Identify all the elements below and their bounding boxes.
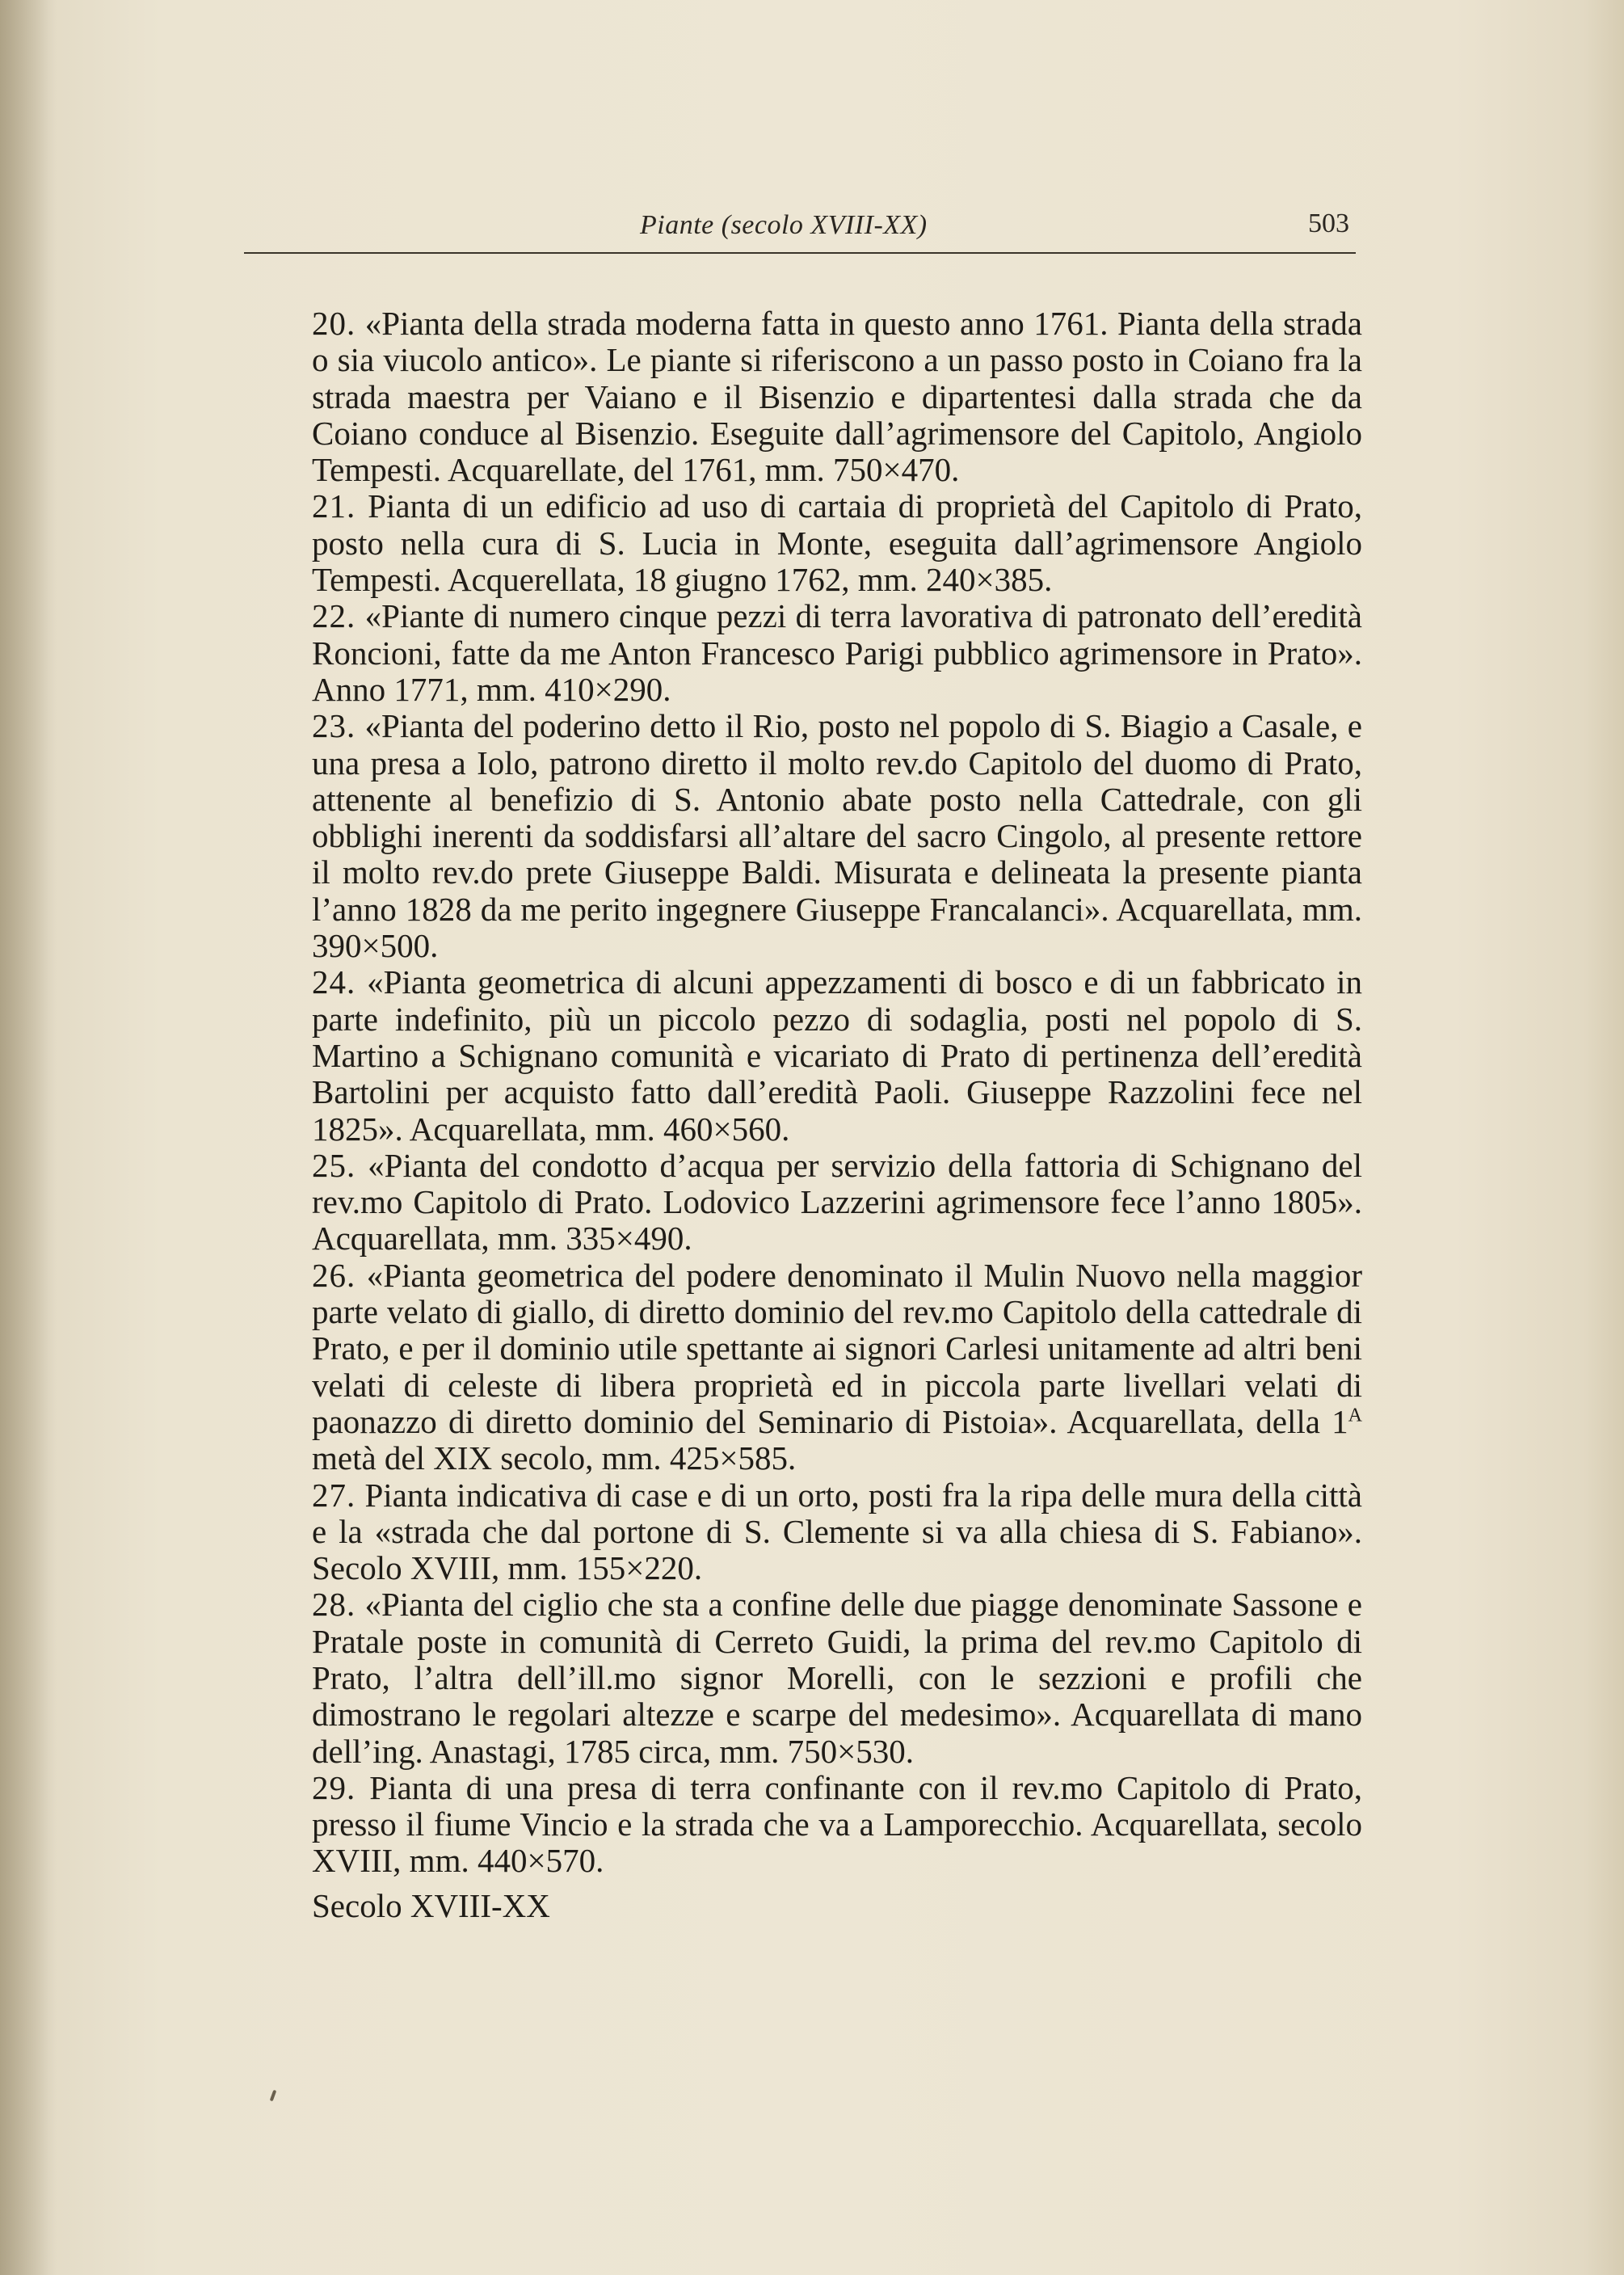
spine-shadow bbox=[0, 0, 57, 2275]
catalog-entry-24 bbox=[312, 964, 1362, 1147]
page-number: 503 bbox=[1308, 209, 1349, 238]
running-title: Piante (secolo XVIII-XX) bbox=[640, 210, 928, 240]
entry-text-continued: metà del XIX secolo, mm. 425×585. bbox=[312, 1439, 797, 1477]
catalog-entry-26 bbox=[312, 1258, 1362, 1477]
entry-text: «Pianta geometrica di alcuni appezzamenti di bosco e di un fabbricato in parte indefinito, più un piccolo pezzo di sodaglia, posti nel popolo di S. Martino a Schignano comunità e vicariato di Prato di pertinenza dell’eredità Bartolini per acquisto fatto dall’eredità Paoli. Giuseppe Razzolini fece nel 1825». Acquarellata, mm. 460×560. bbox=[312, 963, 1362, 1148]
entry-text: Pianta di una presa di terra confinante con il rev.mo Capitolo di Prato, presso il fiume Vincio e la strada che va a Lamporecchio. Acquarellata, secolo XVIII, mm. 440×570. bbox=[312, 1768, 1362, 1880]
entry-text: «Pianta del condotto d’acqua per servizio della fattoria di Schignano del rev.mo Capitolo di Prato. Lodovico Lazzerini agrimensore fece l’anno 1805». Acquarellata, mm. 335×490. bbox=[312, 1146, 1362, 1258]
catalog-entry-20 bbox=[312, 305, 1362, 488]
entry-text: Pianta indicativa di case e di un orto, posti fra la ripa delle mura della città e la «strada che dal portone di S. Clemente si va alla chiesa di S. Fabiano». Secolo XVIII, mm. 155×220. bbox=[312, 1476, 1362, 1587]
entry-number: 23. bbox=[312, 707, 356, 745]
running-head bbox=[244, 200, 1356, 254]
entry-number: 25. bbox=[312, 1146, 356, 1184]
entry-number: 21. bbox=[312, 487, 356, 525]
entry-number: 26. bbox=[312, 1256, 356, 1294]
catalog-entries bbox=[312, 305, 1362, 1924]
entry-text: «Pianta geometrica del podere denominato il Mulin Nuovo nella maggior parte velato di giallo, di diretto dominio del rev.mo Capitolo della cattedrale di Prato, e per il dominio utile spettante ai signori Carlesi unitamente ad altri beni velati di celeste di libera proprietà ed in piccola parte livellari velati di paonazzo di diretto dominio del Seminario di Pistoia». Acquarellata, della 1 bbox=[312, 1256, 1362, 1440]
catalog-entry-27 bbox=[312, 1477, 1362, 1587]
catalog-entry-22 bbox=[312, 598, 1362, 708]
entry-text: «Pianta della strada moderna fatta in questo anno 1761. Pianta della strada o sia viucolo antico». Le piante si riferiscono a un passo posto in Coiano fra la strada maestra per Vaiano e il Bisenzio e dipartentesi dalla strada che da Coiano conduce al Bisenzio. Eseguite dall’agrimensore del Capitolo, Angiolo Tempesti. Acquarellate, del 1761, mm. 750×470. bbox=[312, 305, 1362, 489]
entry-text: «Piante di numero cinque pezzi di terra lavorativa di patronato dell’eredità Roncioni, fatte da me Anton Francesco Parigi pubblico agrimensore in Prato». Anno 1771, mm. 410×290. bbox=[312, 597, 1362, 708]
entry-number: 24. bbox=[312, 963, 356, 1001]
catalog-entry-29 bbox=[312, 1770, 1362, 1880]
catalog-entry-21 bbox=[312, 488, 1362, 598]
entry-number: 27. bbox=[312, 1476, 356, 1514]
superscript: A bbox=[1348, 1405, 1362, 1426]
catalog-entry-25 bbox=[312, 1148, 1362, 1258]
entry-number: 28. bbox=[312, 1586, 356, 1624]
entry-text: Pianta di un edificio ad uso di cartaia di proprietà del Capitolo di Prato, posto nella cura di S. Lucia in Monte, eseguita dall’agrimensore Angiolo Tempesti. Acquerellata, 18 giugno 1762, mm. 240×385. bbox=[312, 487, 1362, 599]
entry-number: 20. bbox=[312, 305, 356, 342]
entry-number: 22. bbox=[312, 597, 356, 635]
catalog-entry-23 bbox=[312, 708, 1362, 964]
entry-number: 29. bbox=[312, 1768, 356, 1806]
section-heading: Secolo XVIII-XX bbox=[312, 1886, 550, 1924]
catalog-entry-28 bbox=[312, 1586, 1362, 1769]
entry-text: «Pianta del ciglio che sta a confine delle due piagge denominate Sassone e Pratale poste in comunità di Cerreto Guidi, la prima del rev.mo Capitolo di Prato, l’altra dell’ill.mo signor Morelli, con le sezzioni e profili che dimostrano le regolari altezze e scarpe del medesimo». Acquarellata di mano dell’ing. Anastagi, 1785 circa, mm. 750×530. bbox=[312, 1586, 1362, 1770]
entry-text: «Pianta del poderino detto il Rio, posto nel popolo di S. Biagio a Casale, e una presa a Iolo, patrono diretto il molto rev.do Capitolo del duomo di Prato, attenente al benefizio di S. Antonio abate posto nella Cattedrale, con gli obblighi inerenti da soddisfarsi all’altare del sacro Cingolo, al presente rettore il molto rev.do prete Giuseppe Baldi. Misurata e delineata la presente pianta l’anno 1828 da me perito ingegnere Giuseppe Francalanci». Acquarellata, mm. 390×500. bbox=[312, 707, 1362, 965]
pen-mark bbox=[270, 2090, 277, 2102]
header-rule bbox=[244, 252, 1356, 254]
